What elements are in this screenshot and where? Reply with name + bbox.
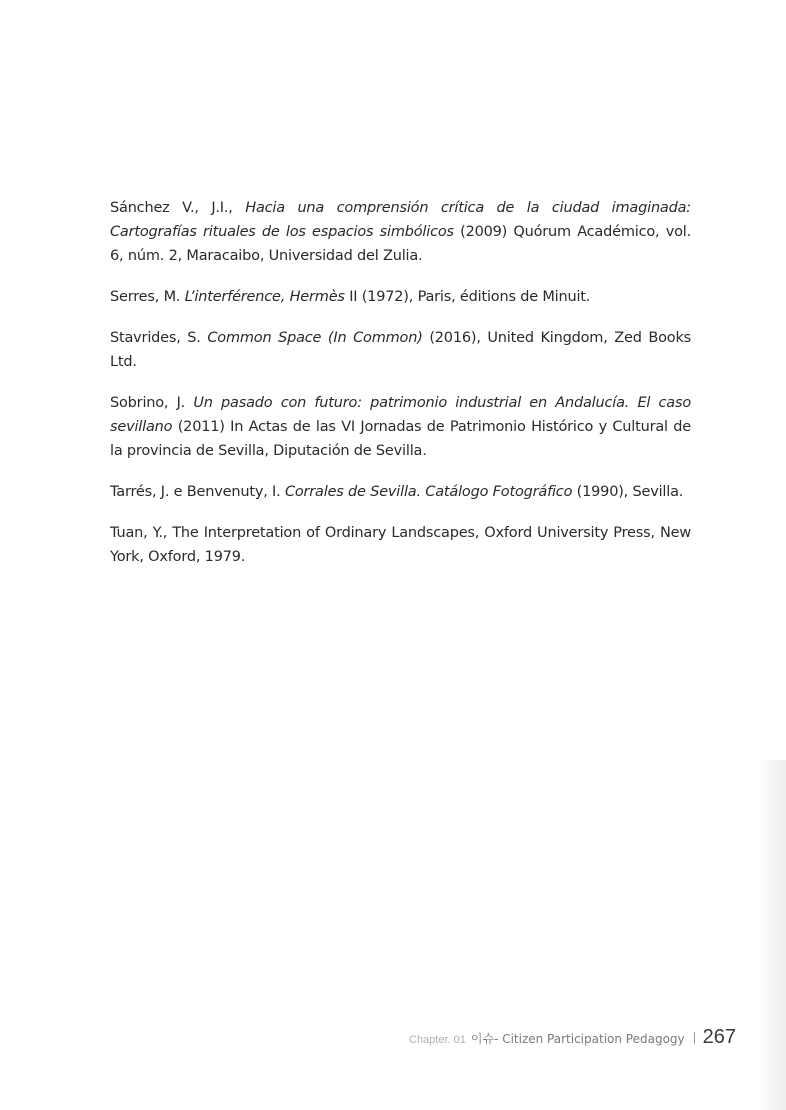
reference-entry	[110, 391, 691, 463]
page-edge-shadow	[756, 760, 786, 1110]
reference-entry	[110, 285, 691, 309]
reference-details: II (1972), Paris, éditions de Minuit.	[344, 289, 591, 305]
page-number: 267	[702, 1026, 736, 1048]
reference-author: Sobrino, J.	[110, 395, 194, 411]
footer-chapter: Chapter. 01	[409, 1034, 466, 1046]
reference-entry	[110, 521, 691, 569]
reference-author: Tarrés, J. e Benvenuty, I.	[110, 484, 285, 500]
reference-list	[110, 196, 691, 586]
footer-section-title: 이슈- Citizen Participation Pedagogy	[470, 1032, 685, 1046]
running-footer	[409, 1026, 736, 1049]
reference-title: Hacia una comprensión crítica de la ciudad imaginada: Cartografías rituales de los espacios simbólicos	[110, 200, 691, 240]
reference-details: (2011) In Actas de las VI Jornadas de Patrimonio Histórico y Cultural de la provincia de Sevilla, Diputación de Sevilla.	[110, 419, 691, 459]
reference-author: Tuan, Y., The Interpretation of Ordinary Landscapes, Oxford University Press, New York, Oxford, 1979.	[110, 525, 691, 565]
reference-author: Sánchez V., J.I.,	[110, 200, 246, 216]
reference-entry	[110, 326, 691, 374]
reference-details: (1990), Sevilla.	[572, 484, 684, 500]
reference-title: Corrales de Sevilla. Catálogo Fotográfico	[284, 484, 573, 500]
reference-author: Serres, M.	[110, 289, 185, 305]
reference-author: Stavrides, S.	[110, 330, 208, 346]
reference-title: Common Space (In Common)	[207, 330, 423, 346]
reference-title: L’interférence, Hermès	[184, 289, 345, 305]
footer-divider	[694, 1032, 695, 1044]
reference-entry	[110, 196, 691, 268]
reference-details: (2016), United Kingdom, Zed Books Ltd.	[110, 330, 692, 370]
reference-details: (2009) Quórum Académico, vol. 6, núm. 2, Maracaibo, Universidad del Zulia.	[110, 224, 691, 264]
reference-title: Un pasado con futuro: patrimonio industrial en Andalucía. El caso sevillano	[110, 395, 691, 435]
reference-entry	[110, 480, 691, 504]
